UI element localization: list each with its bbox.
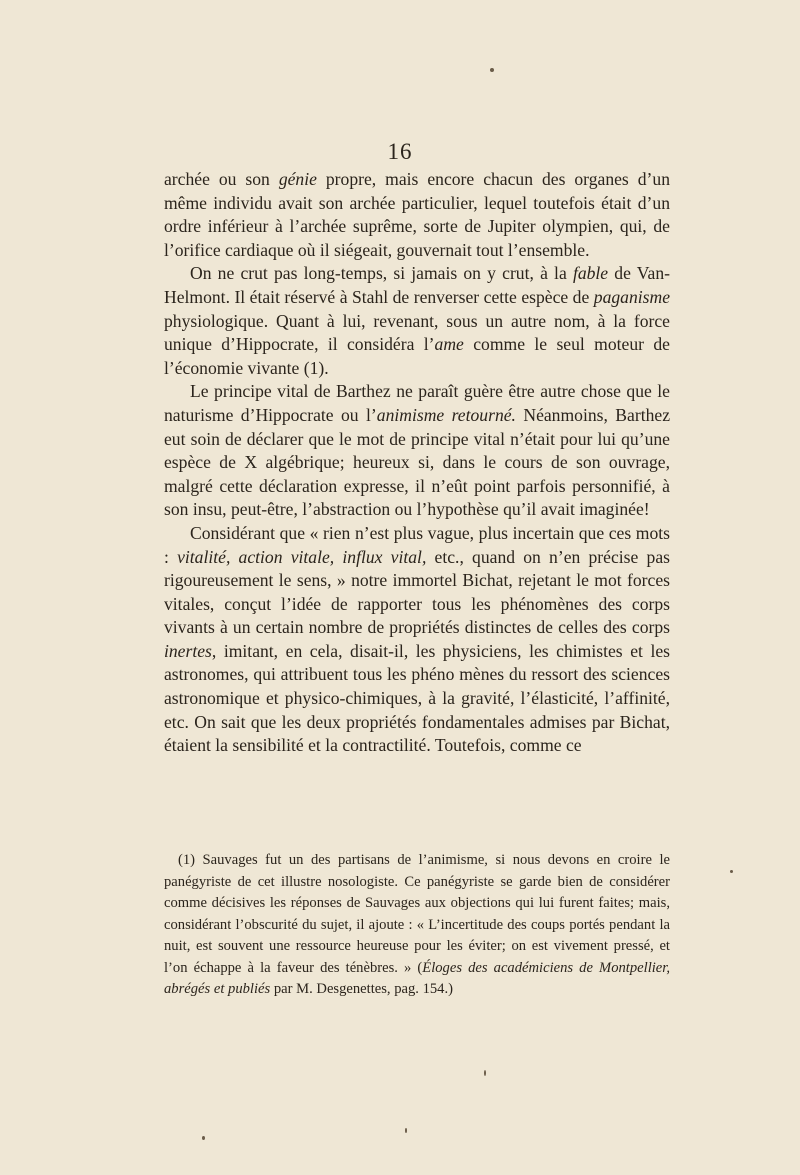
page-number: 16 (387, 139, 413, 164)
text-run: propre, mais encore chacun des organes d’un même individu avait son archée particulier, lequel toutefois était d’un ordre inférieur à l’archée suprême, sorte de Jupiter olympien, qui, de l’orifice cardiaque où il siégeait, gouvernait tout l’ensemble. (164, 169, 670, 260)
footnote (164, 850, 670, 1001)
italic-text: ame (434, 334, 464, 355)
body-text (164, 168, 670, 758)
print-speck (202, 1136, 205, 1140)
body-paragraph (164, 262, 670, 380)
text-run: comme le seul moteur de l’économie vivante (1). (164, 334, 670, 378)
text-run: de Van-Helmont. Il était réservé à Stahl de renverser cette espèce de (164, 263, 670, 307)
text-run: , imitant, en cela, disait-il, les physiciens, les chimistes et les astronomes, qui attribuent tous les phéno mènes du ressort des sciences astronomique et physico-chimiques, à la gravité, l’élasticité, l’affinité, etc. On sait que les deux propriétés fondamentales admises par Bichat, étaient la sensibilité et la contractilité. Toutefois, comme ce (164, 640, 670, 756)
body-paragraph (164, 522, 670, 758)
text-run: archée ou son (164, 169, 279, 189)
italic-text: vitalité, action vitale, influx vital, (177, 546, 427, 567)
text-run: Considérant que « rien n’est plus vague, plus incertain que ces mots : (164, 522, 670, 567)
print-speck (490, 68, 494, 72)
text-run: physiologique. Quant à lui, revenant, sous un autre nom, à la force unique d’Hippocrate, il considéra l’ (164, 310, 670, 355)
italic-text: inertes (164, 640, 212, 661)
text-run: Néanmoins, Barthez eut soin de déclarer que le mot de principe vital n’était pour lui qu’une espèce de X algébrique; heureux si, dans le cours de son ouvrage, malgré cette déclaration expresse, il n’eût point parfois personnifié, à son insu, peut-être, l’abstraction ou l’hypothèse qu’il avait imaginée! (164, 404, 671, 520)
italic-text: fable (572, 263, 609, 284)
italic-text: paganisme (593, 286, 670, 307)
body-paragraph (164, 168, 670, 262)
print-speck (484, 1070, 486, 1076)
text-run: etc., quand on n’en précise pas rigoureusement le sens, » notre immortel Bichat, rejetant le mot forces vitales, conçut l’idée de rapporter tous les phénomènes des corps vivants à un certain nombre de propriétés distinctes de celles des corps (164, 546, 670, 638)
print-speck (405, 1128, 407, 1133)
footnote-paragraph (164, 850, 670, 1001)
text-run: par M. Desgenettes, pag. 154.) (270, 981, 453, 997)
italic-text: animisme retourné. (376, 404, 516, 425)
text-run: (1) Sauvages fut un des partisans de l’animisme, si nous devons en croire le panégyriste de cet illustre nosologiste. Ce panégyriste se garde bien de considérer comme décisives les réponses de Sauvages aux objections qui lui furent faites; mais, considérant l’obscurité du sujet, il ajoute : « L’incertitude des coups portés pendant la nuit, est souvent une ressource heureuse pour les éviter; on est vivement pressé, et l’on échappe à la faveur des ténèbres. » ( (164, 852, 670, 976)
italic-text: génie (278, 169, 317, 189)
text-run: On ne crut pas long-temps, si jamais on y crut, à la (190, 263, 573, 284)
body-paragraph (164, 380, 670, 522)
italic-text: Éloges des académiciens de Montpellier, abrégés et publiés (164, 959, 670, 997)
text-run: Le principe vital de Barthez ne paraît guère être autre chose que le naturisme d’Hippocrate ou l’ (164, 381, 670, 425)
print-speck (730, 870, 733, 873)
